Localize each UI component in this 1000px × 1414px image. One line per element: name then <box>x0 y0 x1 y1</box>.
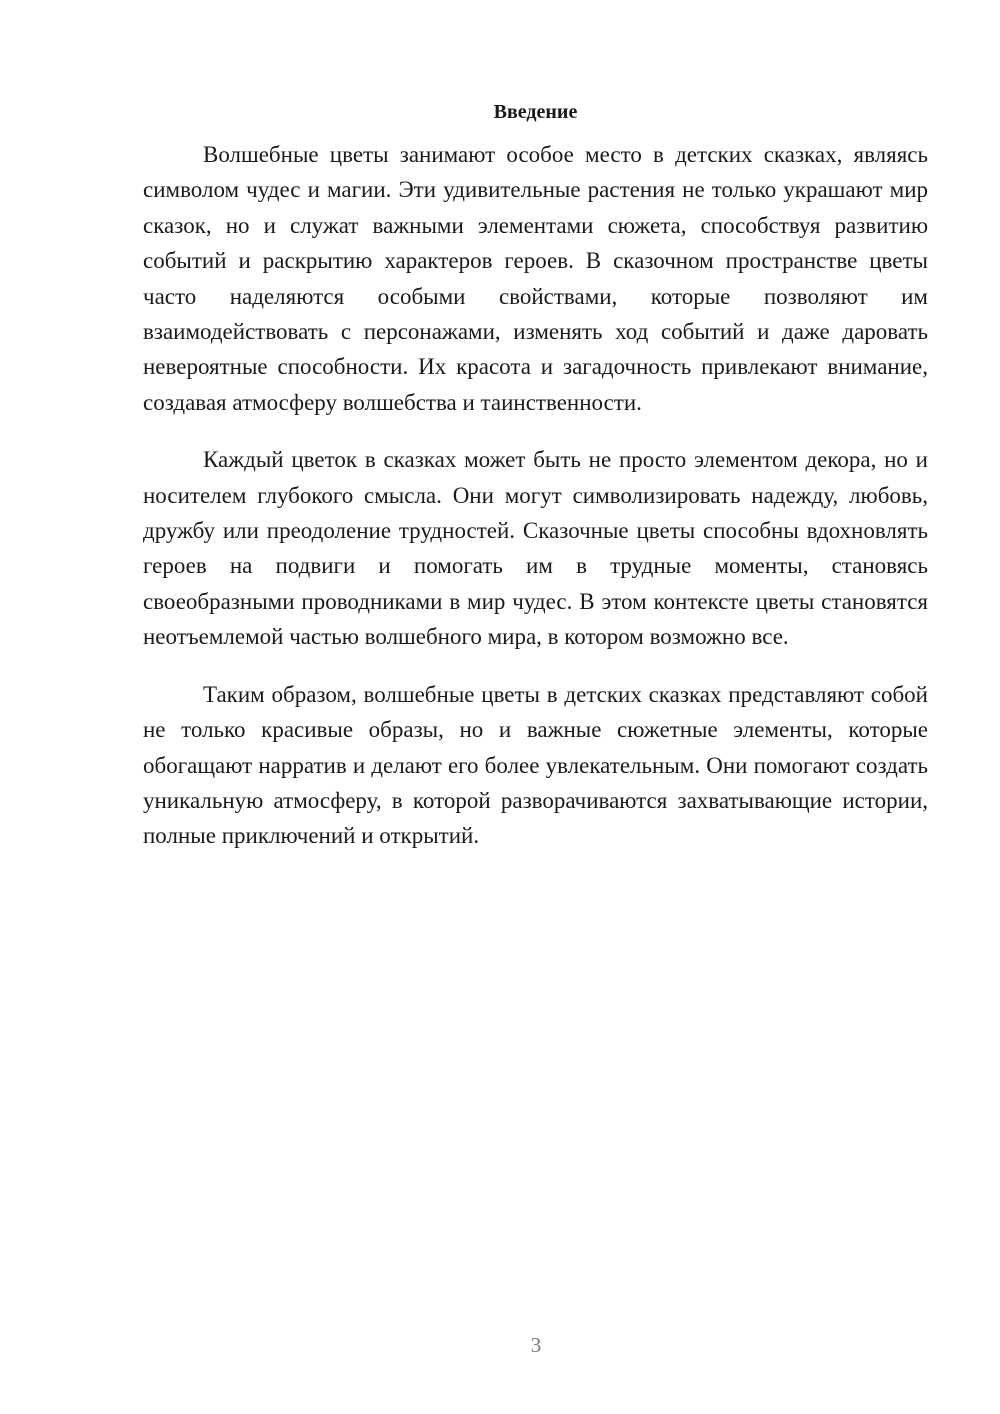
document-body <box>143 97 928 876</box>
section-heading: Введение <box>493 101 578 123</box>
paragraph-2: Каждый цветок в сказках может быть не просто элементом декора, но и носителем глубокого смысла. Они могут символизировать надежду, любовь, дружбу или преодоление трудностей. Сказочные цветы способны вдохновлять героев на подвиги и помогать им в трудные моменты, становясь своеобразными проводниками в мир чудес. В этом контексте цветы становятся неотъемлемой частью волшебного мира, в котором возможно все. <box>143 447 928 650</box>
paragraph-3: Таким образом, волшебные цветы в детских сказках представляют собой не только красивые образы, но и важные сюжетные элементы, которые обогащают нарратив и делают его более увлекательным. Они помогают создать уникальную атмосферу, в которой разворачиваются захватывающие истории, полные приключений и открытий. <box>143 681 928 849</box>
page-number: 3 <box>530 1333 542 1357</box>
paragraph-1: Волшебные цветы занимают особое место в детских сказках, являясь символом чудес и магии. Эти удивительные растения не только украшают мир сказок, но и служат важными элементами сюжета, способствуя развитию событий и раскрытию характеров героев. В сказочном пространстве цветы часто наделяются особыми свойствами, которые позволяют им взаимодействовать с персонажами, изменять ход событий и даже даровать невероятные способности. Их красота и загадочность привлекают внимание, создавая атмосферу волшебства и таинственности. <box>143 142 928 415</box>
